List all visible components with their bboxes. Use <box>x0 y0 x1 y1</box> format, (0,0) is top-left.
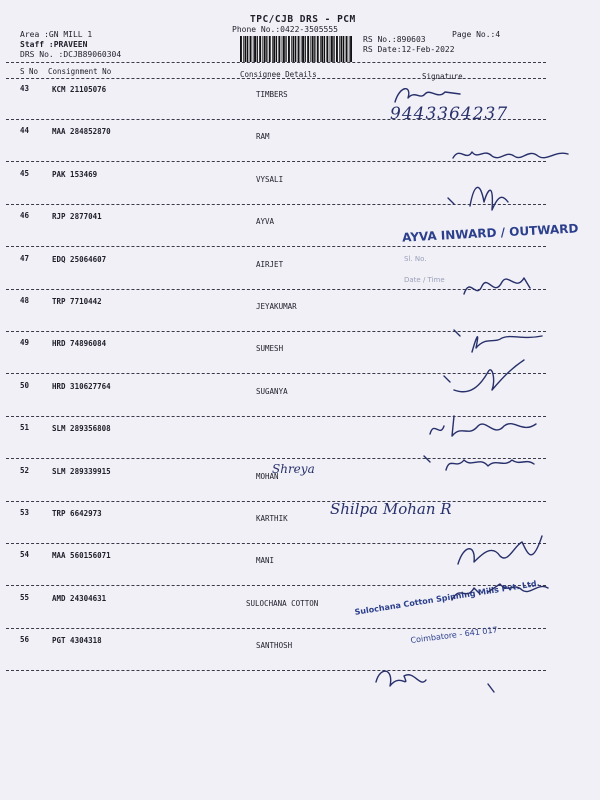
row-consignment: PGT 4304318 <box>52 636 102 646</box>
row-consignment: PAK 153469 <box>52 169 98 179</box>
row-sno: 54 <box>20 550 30 560</box>
row-sno: 56 <box>20 635 30 645</box>
row-consignee: SANTHOSH <box>256 641 293 651</box>
area-label: Area :GN MILL 1 <box>20 30 93 39</box>
row-consignee: TIMBERS <box>256 90 288 99</box>
row-consignee: AYVA <box>256 217 275 227</box>
row-consignee: VYSALI <box>256 174 284 184</box>
rs-date: RS Date:12-Feb-2022 <box>363 45 455 54</box>
ayva-stamp-date: Date / Time <box>404 276 445 284</box>
row-consignment: MAA 284852870 <box>52 127 111 137</box>
handwritten-note-53: Shilpa Mohan R <box>330 500 452 518</box>
row-sno: 46 <box>20 211 30 221</box>
barcode <box>240 36 352 62</box>
ayva-stamp-serial: Sl. No. <box>404 255 427 263</box>
phone-number: Phone No.:0422-3505555 <box>232 25 338 34</box>
column-divider <box>6 78 546 79</box>
staff-label: Staff :PRAVEEN <box>20 40 88 49</box>
signature-45 <box>444 176 514 216</box>
signature-55 <box>448 574 568 604</box>
row-sno: 44 <box>20 126 30 136</box>
signature-43 <box>390 80 470 110</box>
row-consignment: MAA 560156071 <box>52 551 111 561</box>
row-consignee: SULOCHANA COTTON <box>246 598 319 608</box>
row-consignment: HRD 310627764 <box>52 381 111 391</box>
page-number: Page No.:4 <box>452 30 501 39</box>
row-sno: 55 <box>20 592 30 602</box>
row-consignee: AIRJET <box>256 259 284 269</box>
row-consignment: RJP 2877041 <box>52 212 102 222</box>
row-sno: 45 <box>20 168 30 178</box>
row-consignment: HRD 74896084 <box>52 339 107 349</box>
row-consignment: SLM 289356808 <box>52 424 111 434</box>
header-divider <box>6 62 546 63</box>
row-consignment: EDQ 25064607 <box>52 254 107 264</box>
col-header-sno: S No <box>20 67 39 76</box>
ayva-stamp-title: AYVA INWARD / OUTWARD <box>401 221 579 245</box>
drs-number: DRS No. :DCJB89060304 <box>20 50 122 59</box>
row-sno: 50 <box>20 380 30 390</box>
signature-47 <box>458 264 538 304</box>
row-consignee: MOHAN <box>256 471 279 481</box>
row-consignment: TRP 7710442 <box>52 297 102 306</box>
row-sno: 43 <box>20 84 30 93</box>
row-consignment: TRP 6642973 <box>52 509 102 518</box>
col-header-consignment: Consignment No <box>48 67 112 76</box>
signature-52 <box>420 446 540 476</box>
row-sno: 53 <box>20 508 30 517</box>
signature-51 <box>424 408 554 443</box>
sulochana-stamp-name: Sulochana Cotton Spinning Mills Pvt. Ltd. <box>354 578 541 617</box>
document-title: TPC/CJB DRS - PCM <box>250 14 356 25</box>
row-consignee: SUGANYA <box>256 386 288 396</box>
row-consignee: JEYAKUMAR <box>256 302 297 311</box>
row-divider <box>6 246 546 247</box>
col-header-consignee: Consignee Details <box>240 70 317 79</box>
signature-54 <box>452 530 552 575</box>
signature-56 <box>370 662 510 698</box>
rs-number: RS No.:890603 <box>363 35 426 44</box>
col-header-signature: Signature <box>422 72 463 81</box>
signature-44 <box>448 140 578 170</box>
sulochana-stamp-city: Coimbatore - 641 017 <box>410 625 499 645</box>
row-consignee: RAM <box>256 132 270 142</box>
row-consignment: SLM 289339915 <box>52 466 111 476</box>
signature-48 <box>450 318 550 358</box>
row-consignee: SUMESH <box>256 344 284 354</box>
row-consignee: MANI <box>256 556 275 566</box>
row-consignee: KARTHIK <box>256 514 288 523</box>
row-divider <box>6 501 546 502</box>
row-sno: 51 <box>20 423 30 433</box>
signature-49 <box>440 356 530 401</box>
row-consignment: AMD 24304631 <box>52 593 107 603</box>
row-sno: 52 <box>20 465 30 475</box>
row-sno: 48 <box>20 296 30 305</box>
handwritten-phone: 9443364237 <box>390 104 509 124</box>
row-sno: 47 <box>20 253 30 263</box>
row-sno: 49 <box>20 338 30 348</box>
row-consignment: KCM 21105076 <box>52 85 107 94</box>
handwritten-note-52: Shreya <box>272 462 315 476</box>
